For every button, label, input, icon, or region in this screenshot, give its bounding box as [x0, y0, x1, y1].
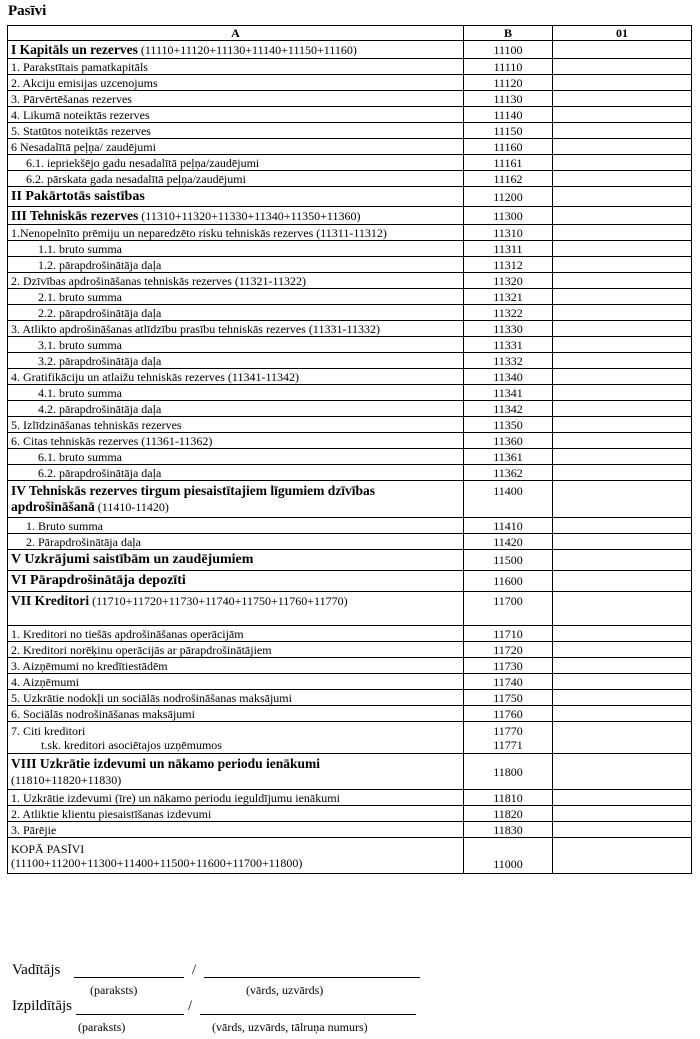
value-cell[interactable] [553, 417, 692, 433]
value-cell[interactable] [553, 289, 692, 305]
column-header-b: B [464, 26, 553, 41]
row-code: 11810 [464, 790, 553, 806]
row-label: 3. Pārējie [8, 822, 464, 838]
table-row [8, 385, 692, 401]
row-label: 5. Izlīdzināšanas tehniskās rezerves [8, 417, 464, 433]
table-row [8, 337, 692, 353]
name-phone-caption: (vārds, uzvārds, tālruņa numurs) [212, 1020, 368, 1034]
table-row [8, 690, 692, 706]
row-label: 2.1. bruto summa [8, 289, 464, 305]
row-label: 3. Atlikto apdrošināšanas atlīdzību prasību tehniskās rezerves (11331-11332) [8, 321, 464, 337]
value-cell[interactable] [553, 75, 692, 91]
value-cell[interactable] [553, 706, 692, 722]
row-code: 11161 [464, 155, 553, 171]
row-label: VII Kreditori (11710+11720+11730+11740+11750+11760+11770) [8, 592, 464, 626]
row-label: I Kapitāls un rezerves (11110+11120+11130+11140+11150+11160) [8, 41, 464, 59]
row-label: 1.Nenopelnīto prēmiju un neparedzēto risku tehniskās rezerves (11311-11312) [8, 225, 464, 241]
row-label: 4. Likumā noteiktās rezerves [8, 107, 464, 123]
row-label: 6.1. iepriekšējo gadu nesadalītā peļņa/zaudējumi [8, 155, 464, 171]
value-cell[interactable] [553, 642, 692, 658]
value-cell[interactable] [553, 257, 692, 273]
signature-caption: (paraksts) [78, 1020, 126, 1034]
row-label: 3.2. pārapdrošinātāja daļa [8, 353, 464, 369]
value-cell[interactable] [553, 273, 692, 289]
row-code: 11100 [464, 41, 553, 59]
row-code: 11310 [464, 225, 553, 241]
value-cell[interactable] [553, 139, 692, 155]
value-cell[interactable] [553, 321, 692, 337]
row-label: 1. Kreditori no tiešās apdrošināšanas operācijām [8, 626, 464, 642]
separator: / [192, 962, 197, 978]
row-label: IV Tehniskās rezerves tirgum piesaistītajiem līgumiem dzīvības apdrošināšanā (11410-11420) [8, 481, 464, 518]
row-label: 3. Aizņēmumi no kredītiestādēm [8, 658, 464, 674]
table-row [8, 369, 692, 385]
row-label: 1. Bruto summa [8, 518, 464, 534]
table-row [8, 722, 692, 754]
table-row [8, 838, 692, 874]
value-cell[interactable] [553, 571, 692, 592]
value-cell[interactable] [553, 790, 692, 806]
table-row [8, 139, 692, 155]
value-cell[interactable] [553, 722, 692, 754]
table-row [8, 241, 692, 257]
table-row [8, 518, 692, 534]
row-code: 11320 [464, 273, 553, 289]
row-label: VIII Uzkrātie izdevumi un nākamo periodu ienākumi (11810+11820+11830) [8, 754, 464, 790]
table-row [8, 642, 692, 658]
row-label: 2. Akciju emisijas uzcenojums [8, 75, 464, 91]
row-code: 11420 [464, 534, 553, 550]
row-label [8, 722, 464, 754]
row-code: 11110 [464, 59, 553, 75]
row-code: 11820 [464, 806, 553, 822]
table-row [8, 401, 692, 417]
table-row [8, 481, 692, 518]
row-label: V Uzkrājumi saistībām un zaudējumiem [8, 550, 464, 571]
row-code: 11200 [464, 187, 553, 207]
row-code: 11410 [464, 518, 553, 534]
performer-label: Izpildītājs [12, 998, 72, 1014]
row-code: 11321 [464, 289, 553, 305]
row-code: 11331 [464, 337, 553, 353]
row-label: 1.1. bruto summa [8, 241, 464, 257]
row-label: 2. Dzīvības apdrošināšanas tehniskās rezerves (11321-11322) [8, 273, 464, 289]
row-code: 11362 [464, 465, 553, 481]
row-label: 6. Citas tehniskās rezerves (11361-11362) [8, 433, 464, 449]
table-row [8, 75, 692, 91]
value-cell[interactable] [553, 91, 692, 107]
table-row [8, 433, 692, 449]
row-label-sub: t.sk. kreditori asociētajos uzņēmumos [41, 737, 222, 752]
row-code: 11350 [464, 417, 553, 433]
liabilities-table [7, 25, 692, 874]
table-row [8, 353, 692, 369]
table-row [8, 289, 692, 305]
row-label: 6.2. pārskata gada nesadalītā peļņa/zaudējumi [8, 171, 464, 187]
value-cell[interactable] [553, 481, 692, 518]
row-code: 11361 [464, 449, 553, 465]
row-label: 4. Aizņēmumi [8, 674, 464, 690]
row-code: 11710 [464, 626, 553, 642]
value-cell[interactable] [553, 518, 692, 534]
value-cell[interactable] [553, 449, 692, 465]
row-code-main: 11770 [493, 723, 523, 738]
row-code: 11740 [464, 674, 553, 690]
table-row [8, 790, 692, 806]
row-label: 3.1. bruto summa [8, 337, 464, 353]
row-code: 11500 [464, 550, 553, 571]
row-label: 1.2. pārapdrošinātāja daļa [8, 257, 464, 273]
value-cell[interactable] [553, 207, 692, 225]
row-code: 11332 [464, 353, 553, 369]
row-code: 11300 [464, 207, 553, 225]
manager-name-line[interactable] [204, 977, 420, 978]
row-label: 4. Gratifikāciju un atlaižu tehniskās rezerves (11341-11342) [8, 369, 464, 385]
table-row [8, 207, 692, 225]
table-row [8, 91, 692, 107]
table-row [8, 592, 692, 626]
table-row [8, 658, 692, 674]
row-code: 11000 [464, 838, 553, 874]
row-code: 11800 [464, 754, 553, 790]
row-code [464, 722, 553, 754]
row-code: 11360 [464, 433, 553, 449]
header-row [8, 26, 692, 41]
table-row [8, 305, 692, 321]
column-header-01: 01 [553, 26, 692, 41]
value-cell[interactable] [553, 225, 692, 241]
row-code: 11160 [464, 139, 553, 155]
row-code: 11312 [464, 257, 553, 273]
row-label: 1. Parakstītais pamatkapitāls [8, 59, 464, 75]
value-cell[interactable] [553, 107, 692, 123]
value-cell[interactable] [553, 626, 692, 642]
table-row [8, 465, 692, 481]
table-row [8, 225, 692, 241]
separator: / [188, 998, 193, 1014]
row-label: 4.2. pārapdrošinātāja daļa [8, 401, 464, 417]
row-label: 6.2. pārapdrošinātāja daļa [8, 465, 464, 481]
performer-name-line[interactable] [200, 1014, 416, 1015]
table-row [8, 171, 692, 187]
value-cell[interactable] [553, 401, 692, 417]
row-label: III Tehniskās rezerves (11310+11320+11330+11340+11350+11360) [8, 207, 464, 225]
row-code: 11720 [464, 642, 553, 658]
table-row [8, 534, 692, 550]
table-row [8, 187, 692, 207]
row-code: 11700 [464, 592, 553, 626]
row-code: 11330 [464, 321, 553, 337]
performer-signature-line[interactable] [76, 1014, 184, 1015]
row-label: 2. Atliktie klientu piesaistīšanas izdevumi [8, 806, 464, 822]
table-row [8, 626, 692, 642]
row-code: 11140 [464, 107, 553, 123]
value-cell[interactable] [553, 465, 692, 481]
table-row [8, 59, 692, 75]
row-code: 11340 [464, 369, 553, 385]
value-cell[interactable] [553, 155, 692, 171]
row-code: 11130 [464, 91, 553, 107]
value-cell[interactable] [553, 690, 692, 706]
table-row [8, 107, 692, 123]
table-row [8, 550, 692, 571]
name-caption: (vārds, uzvārds) [246, 983, 324, 997]
value-cell[interactable] [553, 385, 692, 401]
row-code: 11830 [464, 822, 553, 838]
row-label: II Pakārtotās saistības [8, 187, 464, 207]
table-row [8, 41, 692, 59]
value-cell[interactable] [553, 241, 692, 257]
value-cell[interactable] [553, 592, 692, 626]
row-label: 5. Statūtos noteiktās rezerves [8, 123, 464, 139]
value-cell[interactable] [553, 41, 692, 59]
row-label: VI Pārapdrošinātāja depozīti [8, 571, 464, 592]
manager-signature-line[interactable] [74, 977, 184, 978]
table-row [8, 806, 692, 822]
row-label: 6. Sociālās nodrošināšanas maksājumi [8, 706, 464, 722]
page-title: Pasīvi [8, 3, 47, 19]
table-row [8, 417, 692, 433]
table-row [8, 257, 692, 273]
row-label: 2. Kreditori norēķinu operācijās ar pārapdrošinātājiem [8, 642, 464, 658]
row-code: 11400 [464, 481, 553, 518]
signature-caption: (paraksts) [90, 983, 138, 997]
table-row [8, 449, 692, 465]
row-label: 3. Pārvērtēšanas rezerves [8, 91, 464, 107]
row-code: 11750 [464, 690, 553, 706]
row-code: 11150 [464, 123, 553, 139]
row-label-main: 7. Citi kreditori [11, 723, 86, 738]
value-cell[interactable] [553, 838, 692, 874]
value-cell[interactable] [553, 674, 692, 690]
row-code: 11730 [464, 658, 553, 674]
row-label: 5. Uzkrātie nodokļi un sociālās nodrošināšanas maksājumi [8, 690, 464, 706]
value-cell[interactable] [553, 534, 692, 550]
value-cell[interactable] [553, 369, 692, 385]
row-code: 11311 [464, 241, 553, 257]
value-cell[interactable] [553, 305, 692, 321]
value-cell[interactable] [553, 337, 692, 353]
row-code: 11322 [464, 305, 553, 321]
table-row [8, 273, 692, 289]
value-cell[interactable] [553, 433, 692, 449]
value-cell[interactable] [553, 59, 692, 75]
row-code: 11342 [464, 401, 553, 417]
table-row [8, 822, 692, 838]
row-code: 11600 [464, 571, 553, 592]
value-cell[interactable] [553, 353, 692, 369]
table-row [8, 155, 692, 171]
table-row [8, 754, 692, 790]
row-code: 11341 [464, 385, 553, 401]
row-label: 2.2. pārapdrošinātāja daļa [8, 305, 464, 321]
column-header-a: A [8, 26, 464, 41]
value-cell[interactable] [553, 123, 692, 139]
row-code: 11162 [464, 171, 553, 187]
manager-label: Vadītājs [12, 962, 61, 978]
table-row [8, 674, 692, 690]
row-code-sub: 11771 [493, 737, 523, 752]
value-cell[interactable] [553, 550, 692, 571]
row-label: 1. Uzkrātie izdevumi (īre) un nākamo periodu ieguldījumu ienākumi [8, 790, 464, 806]
row-label: KOPĀ PASĪVI (11100+11200+11300+11400+11500+11600+11700+11800) [8, 838, 464, 874]
value-cell[interactable] [553, 806, 692, 822]
row-label: 6.1. bruto summa [8, 449, 464, 465]
row-label: 4.1. bruto summa [8, 385, 464, 401]
table-row [8, 321, 692, 337]
row-label: 2. Pārapdrošinātāja daļa [8, 534, 464, 550]
row-code: 11120 [464, 75, 553, 91]
row-label: 6 Nesadalītā peļņa/ zaudējumi [8, 139, 464, 155]
value-cell[interactable] [553, 658, 692, 674]
value-cell[interactable] [553, 822, 692, 838]
value-cell[interactable] [553, 754, 692, 790]
value-cell[interactable] [553, 171, 692, 187]
row-code: 11760 [464, 706, 553, 722]
table-row [8, 706, 692, 722]
table-row [8, 571, 692, 592]
value-cell[interactable] [553, 187, 692, 207]
table-row [8, 123, 692, 139]
